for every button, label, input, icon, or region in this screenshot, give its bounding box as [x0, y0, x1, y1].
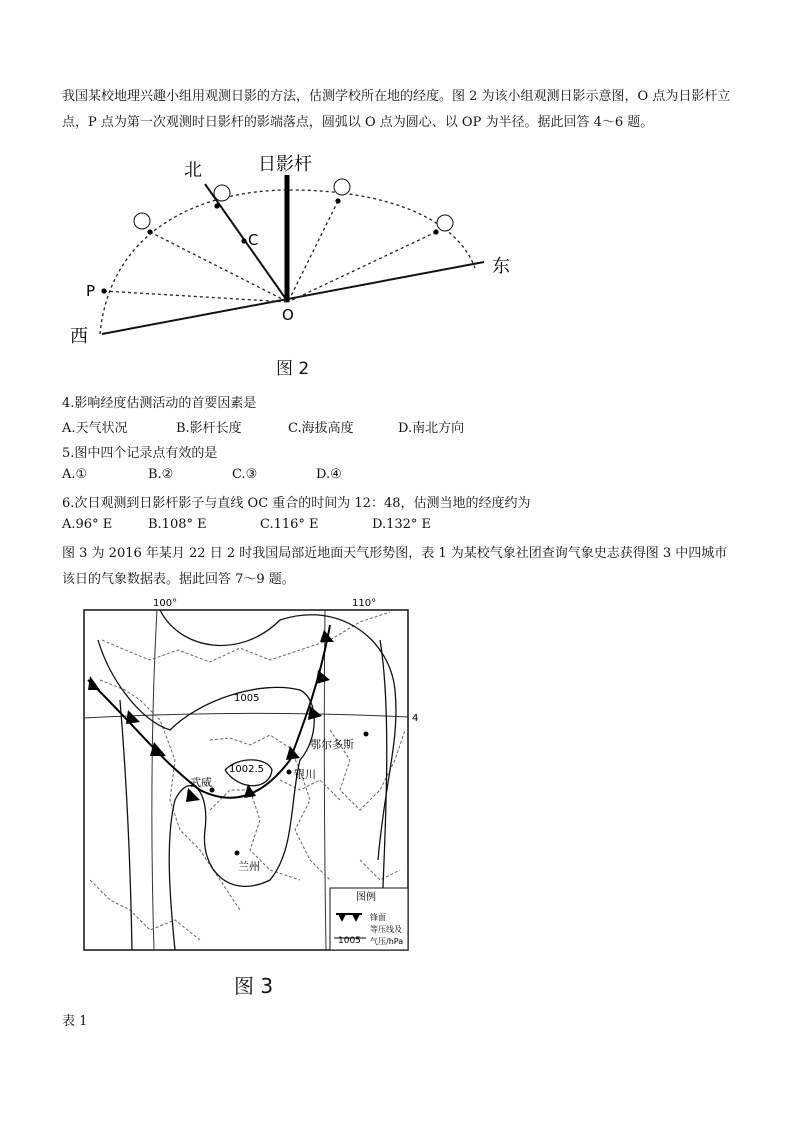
o-label: O — [282, 306, 294, 324]
pole-label: 日影杆 — [258, 154, 312, 175]
point-c — [241, 238, 246, 243]
q4-stem: 4.影响经度估测活动的首要因素是 — [62, 396, 257, 411]
north-label: 北 — [184, 160, 202, 181]
mark-4 — [437, 215, 453, 231]
lat-label: 4 — [412, 713, 419, 724]
q6-option-d: D.132° E — [372, 517, 432, 532]
svg-text:气压/hPa: 气压/hPa — [370, 937, 404, 946]
q4-option-a: A.天气状况 — [62, 421, 128, 436]
isobar-1005-label: 1005 — [234, 693, 260, 704]
p-label: P — [86, 282, 96, 300]
q4-option-c: C.海拔高度 — [288, 421, 354, 436]
q5-option-a: A.① — [62, 467, 88, 482]
table-1-label: 表 1 — [62, 1014, 88, 1029]
mark-1 — [134, 213, 150, 229]
mark-2 — [214, 185, 230, 201]
east-label: 东 — [492, 256, 510, 277]
city-wuwei-label: 武威 — [190, 776, 212, 789]
point-4 — [433, 229, 438, 234]
q6-stem: 6.次日观测到日影杆影子与直线 OC 重合的时间为 12：48，估测当地的经度约为 — [62, 496, 531, 511]
city-lanzhou-label: 兰州 — [238, 860, 260, 873]
q5-option-c: C.③ — [232, 467, 258, 482]
point-1 — [147, 229, 152, 234]
intro-paragraph-1: 我国某校地理兴趣小组用观测日影的方法，估测学校所在地的经度。图 2 为该小组观测日影示意图，O 点为日影杆立点，P 点为第一次观测时日影杆的影端落点，圆弧以 O 点为圆心、以 OP 为半径。据此回答 4～6 题。 — [62, 89, 731, 130]
map-legend — [330, 888, 408, 950]
q6-option-b: B.108° E — [148, 517, 207, 532]
q5-option-b: B.② — [148, 467, 174, 482]
city-ordos-dot — [364, 732, 369, 737]
city-yinchuan-dot — [287, 770, 292, 775]
figure-2-caption: 图 2 — [276, 359, 310, 379]
q6-option-a: A.96° E — [62, 517, 113, 532]
west-label: 西 — [70, 326, 88, 347]
c-label: C — [248, 231, 259, 249]
svg-text:1005: 1005 — [338, 936, 361, 946]
figure-2-shadow-diagram — [60, 145, 520, 360]
shadow-ray-3 — [288, 201, 338, 302]
intro-paragraph-2: 图 3 为 2016 年某月 22 日 2 时我国局部近地面天气形势图，表 1 为某校气象社团查询气象史志获得图 3 中四城市该日的气象数据表。据此回答 7～9 题。 — [62, 546, 728, 587]
north-line — [205, 184, 288, 302]
q6-option-c: C.116° E — [260, 517, 319, 532]
svg-text:锋面: 锋面 — [370, 913, 386, 922]
city-yinchuan-label: 银川 — [294, 768, 316, 781]
shadow-ray-4 — [288, 232, 436, 302]
shadow-ray-p — [104, 291, 288, 302]
point-3 — [335, 198, 340, 203]
point-2 — [214, 203, 219, 208]
figure-3-caption: 图 3 — [234, 974, 274, 998]
q5-stem: 5.图中四个记录点有效的是 — [62, 446, 218, 461]
point-p — [101, 288, 106, 293]
lon-110-label: 110° — [352, 598, 377, 609]
q4-option-d: D.南北方向 — [398, 421, 465, 436]
mark-3 — [334, 179, 350, 195]
city-lanzhou-dot — [235, 851, 240, 856]
q4-option-b: B.影杆长度 — [176, 421, 242, 436]
svg-text:图例: 图例 — [356, 892, 376, 903]
q5-option-d: D.④ — [316, 467, 342, 482]
svg-text:等压线及: 等压线及 — [370, 925, 402, 934]
figure-3-weather-map — [60, 592, 430, 962]
lon-100-label: 100° — [153, 598, 178, 609]
city-ordos-label: 鄂尔多斯 — [310, 738, 354, 751]
isobar-1002-label: 1002.5 — [229, 764, 264, 775]
shadow-ray-1 — [150, 232, 288, 302]
